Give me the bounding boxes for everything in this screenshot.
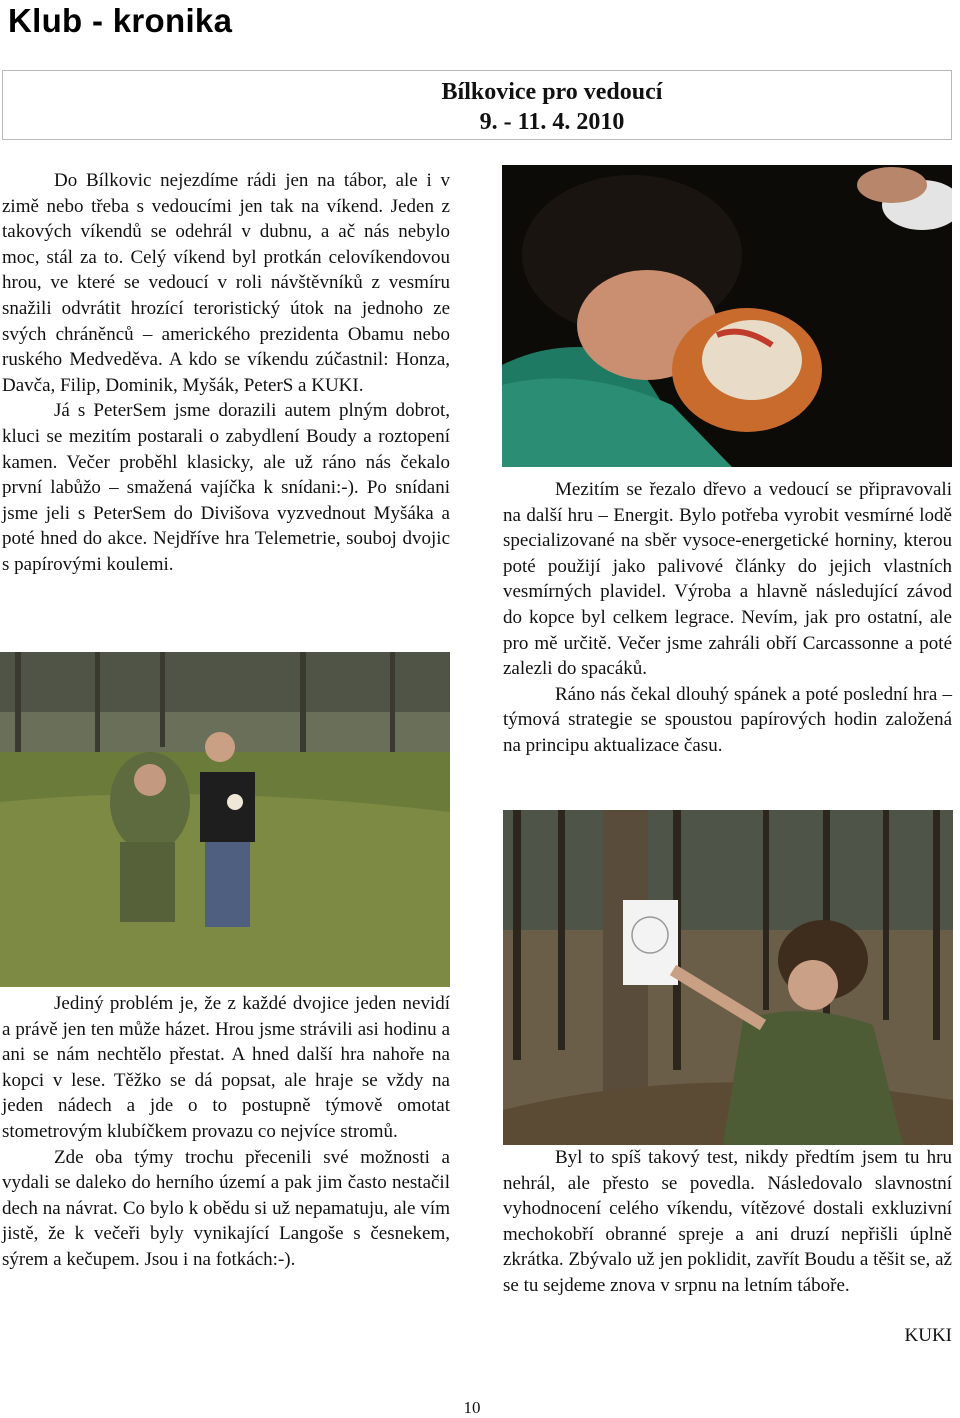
text-column-right-mid [503,477,952,759]
article-dates: 9. - 11. 4. 2010 [479,109,625,135]
paragraph: Zde oba týmy trochu přecenili své možnosti a vydali se daleko do herního území a pak jim často nestačil dech na návrat. Co bylo k obědu si už nepamatuju, ale vím jistě, že k večeři byly vynikající Langoše s česnekem, sýrem a kečupem. Jsou i na fotkách:-). [2,1146,450,1270]
forest-photo-graphic [503,810,953,1145]
photo-forest-clock [503,810,953,1145]
paragraph: Do Bílkovic nejezdíme rádi jen na tábor, ale i v zimě nebo třeba s vedoucími jen tak na víkend. Jeden z takových víkendů se odehrál v dubnu, a ač nás nebylo moc, stál za to. Celý víkend byl protkán celovíkendovou hrou, ve které se vedoucí v roli návštěvníků z vesmíru snažili odvrátit hrozící teroristický útok na jednoho ze svých chráněnců – amerického prezidenta Obamu nebo ruského Medveděva. A kdo se víkendu zúčastnil: Honza, Davča, Filip, Dominik, Myšák, PeterS a KUKI. [2,170,450,396]
eating-photo-graphic [502,165,952,467]
article-title: Bílkovice pro vedoucí [441,79,663,105]
paragraph: Byl to spíš takový test, nikdy předtím jsem tu hru nehrál, ale přesto se povedla. Následovalo slavnostní vyhodnocení celého víkendu, vítězové dostali exkluzivní mechokobří obranné spreje a ani druzí nepřišli úplně zkrátka. Zbývalo už jen poklidit, zavřít Boudu a těšit se, až se tu sejdeme znova v srpnu na letním táboře. [503,1147,952,1296]
chronicle-header: Klub - kronika [8,2,233,39]
photo-paper-balls-game [0,652,450,987]
text-column-left-top [2,168,450,578]
text-column-left-bottom [2,991,450,1273]
page-number: 10 [463,1398,481,1417]
article-title-box [2,70,952,140]
meadow-photo-graphic [0,652,450,987]
paragraph: Jediný problém je, že z každé dvojice jeden nevidí a právě jen ten může házet. Hrou jsme strávili asi hodinu a ani se nám nechtělo přestat. A hned další hra nahoře na kopci v lese. Těžko se dá popsat, ale hraje se vždy na jeden nádech a jde o to postupně týmově omotat stometrovým klubíčkem provazu co nejvíce stromů. [2,993,450,1142]
text-column-right-bottom [503,1145,952,1299]
author-signature: KUKI [904,1325,952,1346]
paragraph: Ráno nás čekal dlouhý spánek a poté poslední hra – týmová strategie se spoustou papírových hodin založená na principu aktualizace času. [503,683,952,756]
paragraph: Já s PeterSem jsme dorazili autem plným dobrot, kluci se mezitím postarali o zabydlení Boudy a roztopení kamen. Večer proběhl klasicky, ale už ráno nás čekalo první labůžo – smažená vajíčka k snídani:-). Po snídani jsme jeli s PeterSem do Divišova vyzvednout Myšáka a poté hned do akce. Nejdříve hra Telemetrie, souboj dvojic s papírovými koulemi. [2,400,450,575]
photo-eating-langos [502,165,952,467]
paragraph: Mezitím se řezalo dřevo a vedoucí se připravovali na další hru – Energit. Bylo potřeba vyrobit vesmírné lodě specializované na sběr vysoce-energetické horniny, kterou poté použijí jako palivové články do jejich vlastních vesmírných plavidel. Výroba a hlavně následující závod do kopce byl celkem legrace. Nevím, jak pro ostatní, ale pro mě určitě. Večer jsme zahráli obří Carcassonne a poté zalezli do spacáků. [503,479,952,680]
